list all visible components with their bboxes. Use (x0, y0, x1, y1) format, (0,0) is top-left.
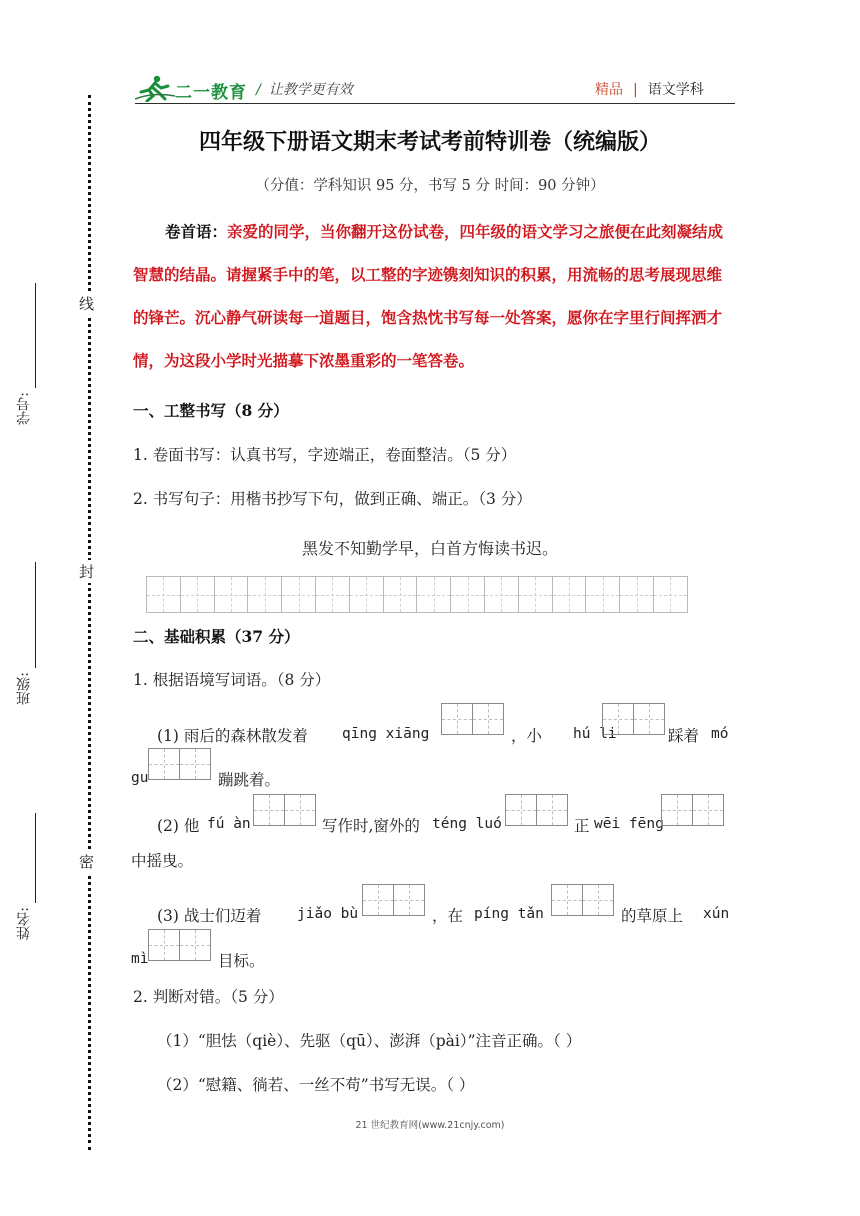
item-2-pinyin-2: téng luó (432, 816, 502, 832)
binding-dotted-line (88, 95, 91, 1150)
runner-logo-icon (135, 74, 175, 102)
writing-grid-cell[interactable] (281, 576, 316, 613)
writing-grid-cell[interactable] (653, 576, 688, 613)
answer-box-huli[interactable] (602, 703, 664, 735)
item-1-pinyin-1: qīng xiāng (342, 726, 430, 742)
intro-text: 亲爱的同学，当你翻开这份试卷，四年级的语文学习之旅便在此刻凝结成智慧的结晶。请握紧手中的笔，以工整的字迹镌刻知识的积累，用流畅的思考展现思维的锋芒。沉心静气研读每一道题目，饱含热忱书写每一处答案，愿你在字里行间挥洒才情，为这段小学时光描摹下浓墨重彩的一笔答卷。 (133, 222, 724, 370)
answer-box-mogu[interactable] (148, 748, 210, 780)
copy-sentence: 黑发不知勤学早，白首方悔读书迟。 (301, 539, 558, 558)
answer-box-pingtan[interactable] (551, 884, 613, 916)
tag-separator: | (633, 82, 638, 98)
writing-grid-cell[interactable] (619, 576, 654, 613)
writing-grid-cell[interactable] (552, 576, 587, 613)
item-2-text-a: (2) 他 (157, 817, 200, 835)
item-1-pinyin-2: hú li (573, 726, 617, 742)
intro-paragraph (133, 210, 733, 382)
writing-grid[interactable] (146, 576, 687, 613)
section-2-heading: 二、基础积累（37 分） (133, 627, 300, 646)
item-2-text-b: 写作时,窗外的 (322, 817, 420, 835)
item-1-text-d: 蹦跳着。 (218, 771, 281, 789)
slogan-text: 让教学更有效 (268, 82, 353, 98)
slogan (256, 79, 353, 99)
writing-grid-cell[interactable] (315, 576, 350, 613)
item-1-pinyin-3a: mó (711, 726, 729, 742)
page-title: 四年级下册语文期末考试考前特训卷（统编版） (198, 129, 661, 155)
item-2-text-c: 正 (574, 817, 590, 835)
item-3-text-a: (3) 战士们迈着 (157, 907, 262, 925)
item-1-text-b: ，小 (511, 727, 543, 745)
writing-grid-cell[interactable] (214, 576, 249, 613)
answer-box-jiaobu[interactable] (362, 884, 424, 916)
item-1-pinyin-3b: gu (131, 770, 149, 786)
header-tagline (595, 79, 704, 99)
writing-grid-cell[interactable] (416, 576, 451, 613)
item-3-text-d: 目标。 (218, 952, 265, 970)
slogan-separator: / (256, 82, 261, 98)
writing-grid-cell[interactable] (484, 576, 519, 613)
page-footer: 21 世纪教育网(www.21cnjy.com) (355, 1120, 505, 1131)
writing-grid-cell[interactable] (383, 576, 418, 613)
answer-box-fuan[interactable] (253, 794, 315, 826)
class-label: 班级: (16, 672, 32, 705)
item-2-text-d: 中摇曳。 (131, 852, 194, 870)
page-subtitle: （分值：学科知识 95 分，书写 5 分 时间：90 分钟） (255, 178, 605, 194)
judge-item-2[interactable]: （2）“慰籍、徜若、一丝不苟”书写无误。（ ） (157, 1076, 475, 1094)
intro-lead: 卷首语： (165, 222, 228, 241)
section-1-heading: 一、工整书写（8 分） (133, 401, 289, 420)
answer-box-weifeng[interactable] (661, 794, 723, 826)
answer-box-tengluo[interactable] (505, 794, 567, 826)
item-2-pinyin-1: fú àn (207, 816, 251, 832)
tag-quality: 精品 (595, 82, 623, 98)
item-3-pinyin-3b: mì (131, 951, 149, 967)
writing-grid-cell[interactable] (247, 576, 282, 613)
writing-grid-cell[interactable] (518, 576, 553, 613)
writing-grid-cell[interactable] (585, 576, 620, 613)
item-3-text-b: ，在 (432, 907, 464, 925)
item-3-text-c: 的草原上 (621, 907, 684, 925)
writing-grid-cell[interactable] (146, 576, 181, 613)
writing-grid-cell[interactable] (180, 576, 215, 613)
item-1-text-c: 踩着 (668, 727, 700, 745)
class-line[interactable] (35, 562, 36, 668)
answer-box-qingxiang[interactable] (441, 703, 503, 735)
item-3-pinyin-1: jiǎo bù (297, 906, 359, 922)
section-2-question-2: 2. 判断对错。（5 分） (133, 988, 284, 1006)
item-2-pinyin-3: wēi fēng (594, 816, 664, 832)
section-1-question-2: 2. 书写句子：用楷书抄写下句，做到正确、端正。（3 分） (133, 490, 532, 508)
binding-char-secret: 密 (76, 850, 97, 873)
name-label: 姓名: (16, 907, 32, 940)
binding-char-line: 线 (76, 292, 97, 315)
judge-item-1[interactable]: （1）“胆怯（qiè）、先驱（qū）、澎湃（pài）”注音正确。（ ） (157, 1032, 582, 1050)
student-id-label: 学号: (16, 392, 32, 425)
name-line[interactable] (35, 813, 36, 903)
brand-name: 二一教育 (175, 83, 247, 103)
writing-grid-cell[interactable] (349, 576, 384, 613)
student-id-line[interactable] (35, 283, 36, 388)
section-2-question-1: 1. 根据语境写词语。（8 分） (133, 671, 331, 689)
binding-char-seal: 封 (76, 560, 97, 583)
item-3-pinyin-3a: xún (703, 906, 730, 922)
answer-box-xunmi[interactable] (148, 929, 210, 961)
tag-subject: 语文学科 (647, 82, 704, 98)
writing-grid-cell[interactable] (450, 576, 485, 613)
section-1-question-1: 1. 卷面书写：认真书写，字迹端正，卷面整洁。（5 分） (133, 446, 517, 464)
item-3-pinyin-2: píng tǎn (474, 906, 544, 922)
item-1-text-a: (1) 雨后的森林散发着 (157, 727, 308, 745)
header-rule (135, 103, 735, 104)
